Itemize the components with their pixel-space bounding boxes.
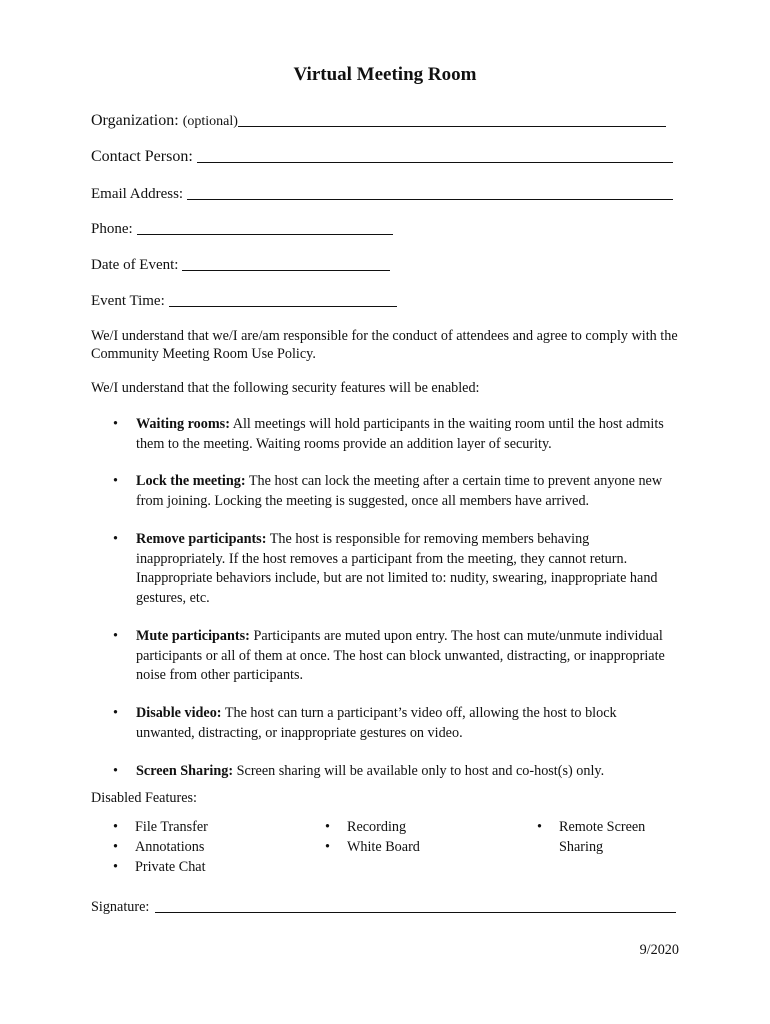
bullet-icon: • bbox=[537, 819, 542, 835]
phone-input-line[interactable] bbox=[137, 220, 393, 235]
contact-person-input-line[interactable] bbox=[197, 148, 673, 163]
disabled-feature-label: Annotations bbox=[135, 839, 205, 855]
disabled-feature-label: White Board bbox=[347, 839, 420, 855]
organization-input-line[interactable] bbox=[238, 112, 666, 127]
page-title: Virtual Meeting Room bbox=[293, 64, 477, 85]
security-feature-text bbox=[136, 627, 676, 686]
contact-person-field bbox=[91, 146, 673, 166]
email-address-field bbox=[91, 183, 673, 203]
list-item bbox=[537, 817, 667, 857]
bullet-icon: • bbox=[113, 628, 118, 644]
signature-input-line[interactable] bbox=[155, 899, 676, 913]
footer-date: 9/2020 bbox=[639, 942, 679, 958]
list-item bbox=[113, 817, 208, 837]
bullet-icon: • bbox=[325, 839, 330, 855]
security-feature-description: The host can lock the meeting after a certain time to prevent anyone new from joining. Locking the meeting is suggested, once all members have arrived. bbox=[136, 473, 663, 509]
date-of-event-input-line[interactable] bbox=[182, 256, 390, 271]
disabled-features-column-2 bbox=[325, 817, 420, 857]
disabled-features-column-3 bbox=[537, 817, 667, 857]
security-feature-description: Participants are muted upon entry. The host can mute/unmute individual participants or all of them at once. The host can block unwanted, distracting, or inappropriate noise from other participants. bbox=[136, 628, 665, 683]
security-feature-heading: Remove participants: bbox=[136, 531, 267, 547]
date-of-event-label: Date of Event: bbox=[91, 257, 179, 273]
event-time-label: Event Time: bbox=[91, 293, 165, 309]
disabled-features-column-1 bbox=[113, 817, 208, 877]
phone-field bbox=[91, 218, 393, 238]
security-feature-heading: Mute participants: bbox=[136, 628, 250, 644]
security-feature-text bbox=[136, 530, 676, 608]
signature-label: Signature: bbox=[91, 899, 150, 915]
security-feature-description: Screen sharing will be available only to host and co-host(s) only. bbox=[233, 763, 605, 779]
security-feature-description: The host can turn a participant’s video off, allowing the host to block unwanted, distracting, or inappropriate gestures on video. bbox=[136, 705, 617, 741]
bullet-icon: • bbox=[113, 763, 118, 779]
security-feature-heading: Screen Sharing: bbox=[136, 763, 234, 779]
security-feature-heading: Lock the meeting: bbox=[136, 473, 246, 489]
disabled-feature-label: Remote Screen Sharing bbox=[559, 819, 646, 855]
bullet-icon: • bbox=[113, 531, 118, 547]
security-feature-heading: Disable video: bbox=[136, 705, 222, 721]
security-feature-description: All meetings will hold participants in the waiting room until the host admits them to the meeting. Waiting rooms provide an addition layer of security. bbox=[136, 416, 664, 452]
list-item bbox=[113, 857, 208, 877]
list-item bbox=[113, 837, 208, 857]
bullet-icon: • bbox=[113, 859, 118, 875]
contact-person-label: Contact Person: bbox=[91, 148, 193, 165]
security-feature-text bbox=[136, 415, 676, 454]
disabled-feature-label: Recording bbox=[347, 819, 407, 835]
email-address-input-line[interactable] bbox=[187, 185, 673, 200]
bullet-icon: • bbox=[113, 416, 118, 432]
security-feature-description: The host is responsible for removing members behaving inappropriately. If the host removes a participant from the meeting, they cannot return. Inappropriate behaviors include, but are not limited to: nudity, swearing, inappropriate hand gestures, etc. bbox=[136, 531, 658, 606]
bullet-icon: • bbox=[113, 819, 118, 835]
bullet-icon: • bbox=[113, 705, 118, 721]
security-intro-paragraph: We/I understand that the following security features will be enabled: bbox=[91, 380, 480, 396]
disabled-features-heading: Disabled Features: bbox=[91, 790, 197, 806]
list-item bbox=[325, 817, 420, 837]
bullet-icon: • bbox=[113, 473, 118, 489]
organization-label: Organization: bbox=[91, 112, 179, 129]
email-address-label: Email Address: bbox=[91, 186, 184, 202]
list-item bbox=[325, 837, 420, 857]
security-feature-text bbox=[136, 762, 676, 782]
security-feature-heading: Waiting rooms: bbox=[136, 416, 230, 432]
disabled-feature-label: Private Chat bbox=[135, 859, 206, 875]
security-feature-text bbox=[136, 472, 676, 511]
signature-field bbox=[91, 897, 676, 916]
security-feature-text bbox=[136, 704, 676, 743]
bullet-icon: • bbox=[113, 839, 118, 855]
event-time-field bbox=[91, 290, 397, 310]
agreement-paragraph: We/I understand that we/I are/am responsible for the conduct of attendees and agree to comply with the Community Meeting Room Use Policy. bbox=[91, 328, 678, 362]
event-time-input-line[interactable] bbox=[169, 292, 397, 307]
disabled-feature-label: File Transfer bbox=[135, 819, 208, 835]
organization-field bbox=[91, 110, 666, 130]
date-of-event-field bbox=[91, 254, 390, 274]
bullet-icon: • bbox=[325, 819, 330, 835]
phone-label: Phone: bbox=[91, 221, 133, 237]
organization-hint: (optional) bbox=[182, 114, 238, 129]
